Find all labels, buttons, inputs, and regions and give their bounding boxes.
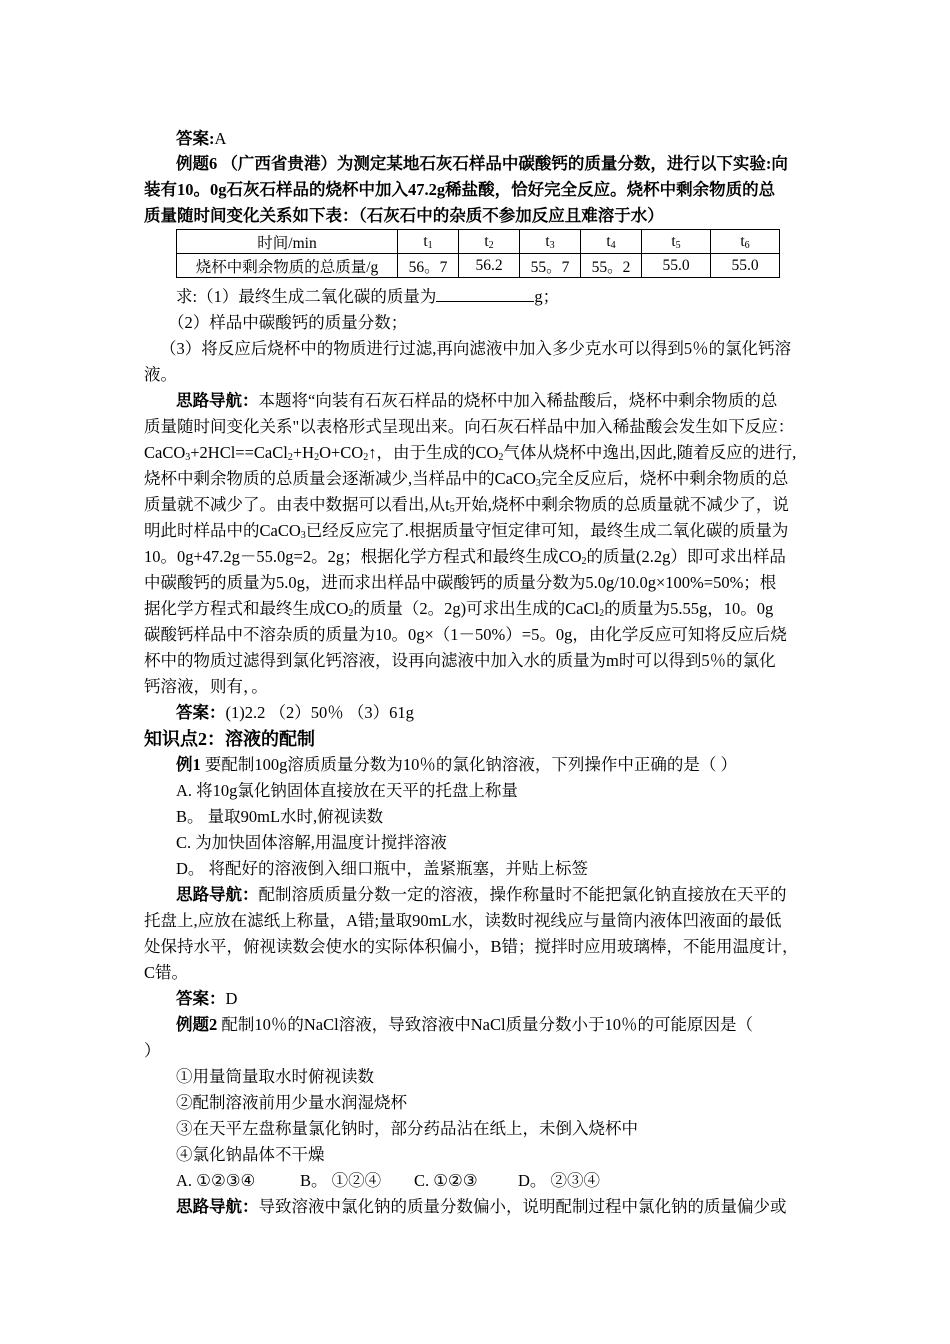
answer-label: 答案: <box>176 129 215 148</box>
example1-stem <box>176 753 848 777</box>
question-3-line2: 液。 <box>144 365 177 384</box>
answer-value: A <box>214 129 227 148</box>
example6-title: 例题6 <box>176 154 218 173</box>
nav1-line1 <box>176 389 848 413</box>
nav2-line4: C错。 <box>144 963 189 982</box>
nav1-line5: 质量就不减少了。由表中数据可以看出,从$t_5$开始,烧杯中剩余物质的总质量就不减少了，说 <box>144 495 789 515</box>
table-row-mass <box>177 254 780 278</box>
example6-answer <box>176 701 848 725</box>
question-2: （2）样品中碳酸钙的质量分数； <box>168 313 408 332</box>
previous-answer <box>176 127 848 151</box>
answer-label: 答案： <box>176 989 226 1008</box>
mass-cell: 55.0 <box>711 254 780 278</box>
row-label-mass: 烧杯中剩余物质的总质量/g <box>177 254 398 278</box>
question-1-text: 求:（1）最终生成二氧化碳的质量为 <box>176 287 437 306</box>
item-1: ①用量筒量取水时俯视读数 <box>176 1067 374 1086</box>
example2-stem-end: ） <box>144 1041 161 1060</box>
hint-label: 思路导航： <box>176 391 259 410</box>
option-d: D。 将配好的溶液倒入细口瓶中，盖紧瓶塞，并贴上标签 <box>176 859 589 878</box>
example2-text: 配制10％的NaCl溶液，导致溶液中NaCl质量分数小于10％的可能原因是（ <box>221 1015 754 1034</box>
question-3-line1: （3）将反应后烧杯中的物质进行过滤,再向滤液中加入多少克水可以得到5％的氯化钙溶 <box>160 339 792 358</box>
item-3: ③在天平左盘称量氯化钠时，部分药品沾在纸上，未倒入烧杯中 <box>176 1119 638 1138</box>
table-row-time <box>177 230 780 254</box>
nav1-line4: 烧杯中剩余物质的总质量会逐渐减少,当样品中的CaCO$_3$完全反应后，烧杯中剩余物质的总 <box>144 469 789 489</box>
nav3-line1 <box>176 1195 848 1219</box>
mass-cell: 56.2 <box>459 254 520 278</box>
example6-line1 <box>176 152 848 176</box>
nav1-line12: 钙溶液，则有，。 <box>144 677 268 696</box>
mass-cell: 56。7 <box>398 254 459 278</box>
example6-line3: 质量随时间变化关系如下表：（石灰石中的杂质不参加反应且难溶于水） <box>144 206 664 225</box>
option-a: A. ①②③④ <box>176 1171 256 1190</box>
nav2-line2: 托盘上,应放在滤纸上称量，A错;量取90mL水，读数时视线应与量筒内液体凹液面的最低 <box>144 911 782 930</box>
nav1-line6: 明此时样品中的CaCO$_3$已经反应完了.根据质量守恒定律可知，最终生成二氧化碳的质量为 <box>144 521 789 541</box>
example1-text: 要配制100g溶质质量分数为10％的氯化钠溶液，下列操作中正确的是（ ） <box>204 755 737 774</box>
example1-answer <box>176 987 848 1011</box>
section-heading: 知识点2：溶液的配制 <box>144 729 315 749</box>
option-b: B。 量取90mL水时,俯视读数 <box>176 807 384 826</box>
example2-options <box>176 1169 848 1193</box>
mass-time-table <box>176 229 780 278</box>
nav2-line3: 处保持水平，俯视读数会使水的实际体积偏小，B错；搅拌时应用玻璃棒，不能用温度计， <box>144 937 799 956</box>
answer-label: 答案： <box>176 703 226 722</box>
option-b: B。 ①②④ <box>300 1171 382 1190</box>
option-a: A. 将10g氯化钠固体直接放在天平的托盘上称量 <box>176 781 518 800</box>
item-4: ④氯化钠晶体不干燥 <box>176 1145 325 1164</box>
nav1-line10: 碳酸钙样品中不溶杂质的质量为10。0g×（1－50%）=5。0g，由化学反应可知将反应后烧 <box>144 625 787 644</box>
option-c: C. ①②③ <box>414 1171 478 1190</box>
example6-text: （广西省贵港）为测定某地石灰石样品中碳酸钙的质量分数，进行以下实验:向 <box>221 154 788 173</box>
hint-text: 导致溶液中氯化钠的质量分数偏小，说明配制过程中氯化钠的质量偏少或 <box>258 1197 787 1216</box>
option-c: C. 为加快固体溶解,用温度计搅拌溶液 <box>176 833 447 852</box>
hint-label: 思路导航： <box>176 885 259 904</box>
time-cell: $t_3$ <box>520 230 581 254</box>
mass-cell: 55。7 <box>520 254 581 278</box>
nav1-line2: 质量随时间变化关系"以表格形式呈现出来。向石灰石样品中加入稀盐酸会发生如下反应： <box>144 417 795 436</box>
question-1-unit: g； <box>534 287 560 306</box>
hint-text: 配制溶质质量分数一定的溶液，操作称量时不能把氯化钠直接放在天平的 <box>258 885 787 904</box>
mass-cell: 55。2 <box>581 254 642 278</box>
nav1-line9: 据化学方程式和最终生成$CO_2$的质量（2。2g)可求出生成的CaCl$_2$的质量为5.55g，10。0g <box>144 599 774 619</box>
nav1-line8: 中碳酸钙的质量为5.0g，进而求出样品中碳酸钙的质量分数为5.0g/10.0g×100%=50%；根 <box>144 573 777 592</box>
example2-stem <box>176 1013 848 1037</box>
nav1-line3: $CaCO_3+2HCl==CaCl_2+H_2O+CO_2↑$，由于生成的$CO_2$气体从烧杯中逸出,因此,随着反应的进行, <box>144 443 797 463</box>
answer-value: (1)2.2 （2）50％ （3）61g <box>225 703 414 722</box>
row-label-time: 时间/min <box>177 230 398 254</box>
answer-value: D <box>225 989 238 1008</box>
example1-title: 例1 <box>176 755 201 774</box>
nav1-line11: 杯中的物质过滤得到氯化钙溶液，设再向滤液中加入水的质量为m时可以得到5％的氯化 <box>144 651 776 670</box>
hint-label: 思路导航： <box>176 1197 259 1216</box>
option-d: D。 ②③④ <box>518 1171 601 1190</box>
hint-text: 本题将“向装有石灰石样品的烧杯中加入稀盐酸后，烧杯中剩余物质的总 <box>258 391 778 410</box>
time-cell: $t_6$ <box>711 230 780 254</box>
nav1-line7: 10。0g+47.2g－55.0g=2。2g；根据化学方程式和最终生成$CO_2$的质量(2.2g）即可求出样品 <box>144 547 786 567</box>
example6-line2: 装有10。0g石灰石样品的烧杯中加入47.2g稀盐酸，恰好完全反应。烧杯中剩余物质的总 <box>144 180 776 199</box>
time-cell: $t_2$ <box>459 230 520 254</box>
question-1 <box>176 285 848 309</box>
nav2-line1 <box>176 883 848 907</box>
time-cell: $t_5$ <box>642 230 711 254</box>
time-cell: $t_1$ <box>398 230 459 254</box>
mass-cell: 55.0 <box>642 254 711 278</box>
example2-title: 例题2 <box>176 1015 218 1034</box>
item-2: ②配制溶液前用少量水润湿烧杯 <box>176 1093 407 1112</box>
time-cell: $t_4$ <box>581 230 642 254</box>
answer-blank <box>436 285 534 302</box>
